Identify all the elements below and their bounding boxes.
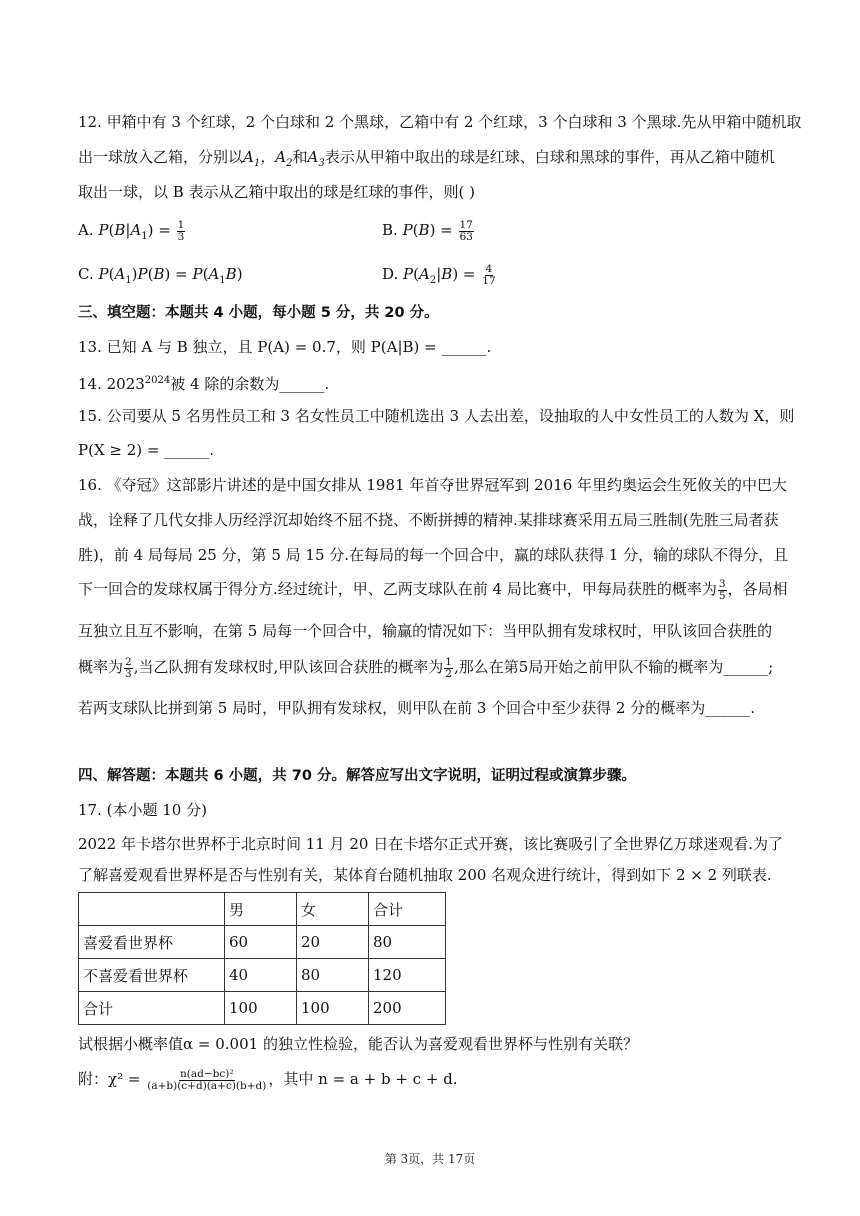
q12-option-c: C. $P(A_1)P(B) = P(A_1B)$ bbox=[78, 265, 243, 286]
table-cell: 合计 bbox=[369, 893, 446, 926]
q12-option-b: B. P(B) = $\frac{17}{63}$ bbox=[382, 218, 473, 243]
q16-line3: 胜)，前 4 局每局 25 分，第 5 局 15 分.在每局的每一个回合中，赢的球队获得 1 分，输的球队不得分，且 bbox=[78, 546, 789, 564]
q17-formula bbox=[78, 1068, 458, 1092]
table-cell: 40 bbox=[225, 959, 297, 992]
q12-line2: 出一球放入乙箱，分别以$A_1$，$A_2$和$A_3$表示从甲箱中取出的球是红球、白球和黑球的事件，再从乙箱中随机 bbox=[78, 148, 775, 169]
q16-line7: 若两支球队比拼到第 5 局时，甲队拥有发球权，则甲队在前 3 个回合中至少获得 2 分的概率为______. bbox=[78, 699, 756, 717]
q16-line6: 概率为 $\frac{2}{3}$ ,当乙队拥有发球权时,甲队该回合获胜的概率为 $\frac{1}{2}$ ,那么在第5局开始之前甲队不输的概率为______; bbox=[78, 655, 774, 680]
q14 bbox=[78, 370, 329, 395]
table-cell: 女 bbox=[297, 893, 369, 926]
q17-line1: 2022 年卡塔尔世界杯于北京时间 11 月 20 日在卡塔尔正式开赛，该比赛吸引了全世界亿万球迷观看.为了 bbox=[78, 835, 783, 853]
q12-event-a3: $A_3$ bbox=[307, 148, 325, 169]
table-cell: 男 bbox=[225, 893, 297, 926]
q16-line2: 战，诠释了几代女排人历经浮沉却始终不屈不挠、不断拼搏的精神.某排球赛采用五局三胜制(先胜三局者获 bbox=[78, 511, 779, 529]
formula-suffix: ，其中 n = a + b + c + d. bbox=[268, 1070, 458, 1088]
q16-line1: 16. 《夺冠》这部影片讲述的是中国女排从 1981 年首夺世界冠军到 2016 年里约奥运会生死攸关的中巴大 bbox=[78, 476, 788, 494]
formula-numerator: n(ad−bc)² bbox=[180, 1067, 234, 1080]
table-row bbox=[79, 893, 446, 926]
option-a-label: A. bbox=[78, 221, 94, 239]
q14-exponent: 2024 bbox=[144, 375, 171, 386]
q12-option-a: A. $P(B|A_1)$ = $\frac{1}{3}$ bbox=[78, 218, 185, 243]
table-cell: 20 bbox=[297, 926, 369, 959]
q17-head: 17. (本小题 10 分) bbox=[78, 801, 207, 819]
table-cell: 合计 bbox=[79, 992, 225, 1025]
option-d-label: D. bbox=[382, 265, 399, 283]
q16-line5: 互独立且互不影响，在第 5 局每一个回合中，输赢的情况如下：当甲队拥有发球权时，甲队该回合获胜的 bbox=[78, 622, 773, 640]
section3-title: 三、填空题：本题共 4 小题，每小题 5 分，共 20 分。 bbox=[78, 305, 439, 321]
table-cell: 100 bbox=[297, 992, 369, 1025]
q16-line4: 下一回合的发球权属于得分方.经过统计，甲、乙两支球队在前 4 局比赛中，甲每局获胜的概率为 $\frac{3}{5}$ ，各局相 bbox=[78, 577, 788, 602]
q16-line6-c: ,那么在第5局开始之前甲队不输的概率为______; bbox=[453, 658, 774, 676]
section4-title: 四、解答题：本题共 6 小题，共 70 分。解答应写出文字说明，证明过程或演算步骤。 bbox=[78, 768, 636, 784]
table-cell: 80 bbox=[297, 959, 369, 992]
q12-option-d: D. $P(A_2|B)$ = $\frac{4}{17}$ bbox=[382, 262, 496, 287]
q15-line2: P(X ≥ 2) = ______. bbox=[78, 441, 214, 459]
formula-denominator: (a+b)(c+d)(a+c)(b+d) bbox=[147, 1079, 267, 1092]
formula-prefix: 附：χ² = bbox=[78, 1070, 141, 1088]
chi-square-fraction bbox=[146, 1069, 267, 1092]
table-row bbox=[79, 926, 446, 959]
q16-line6-b: ,当乙队拥有发球权时,甲队该回合获胜的概率为 bbox=[133, 658, 444, 676]
table-cell: 200 bbox=[369, 992, 446, 1025]
table-cell: 不喜爱看世界杯 bbox=[79, 959, 225, 992]
table-cell: 60 bbox=[225, 926, 297, 959]
q16-line6-a: 概率为 bbox=[78, 658, 124, 676]
page-footer: 第 3页，共 17页 bbox=[384, 1152, 476, 1166]
table-cell bbox=[79, 893, 225, 926]
q12-line1: 12. 甲箱中有 3 个红球，2 个白球和 2 个黑球，乙箱中有 2 个红球，3 个白球和 3 个黑球.先从甲箱中随机取 bbox=[78, 113, 802, 131]
q14-rest: 被 4 除的余数为______. bbox=[170, 375, 330, 393]
option-c-label: C. bbox=[78, 265, 94, 283]
table-row bbox=[79, 992, 446, 1025]
q13: 13. 已知 A 与 B 独立，且 P(A) = 0.7，则 P(A|B) = ______. bbox=[78, 338, 492, 356]
q15-line1: 15. 公司要从 5 名男性员工和 3 名女性员工中随机选出 3 人去出差，设抽取的人中女性员工的人数为 X，则 bbox=[78, 407, 795, 425]
q16-line4-b: ，各局相 bbox=[727, 580, 788, 598]
table-cell: 80 bbox=[369, 926, 446, 959]
q17-line2: 了解喜爱观看世界杯是否与性别有关，某体育台随机抽取 200 名观众进行统计，得到如下 2 × 2 列联表. bbox=[78, 866, 772, 884]
table-cell: 喜爱看世界杯 bbox=[79, 926, 225, 959]
contingency-table bbox=[78, 892, 446, 1025]
table-cell: 120 bbox=[369, 959, 446, 992]
q17-test-line: 试根据小概率值α = 0.001 的独立性检验，能否认为喜爱观看世界杯与性别有关联？ bbox=[78, 1035, 638, 1053]
table-cell: 100 bbox=[225, 992, 297, 1025]
q12-line2-a: 出一球放入乙箱，分别以 bbox=[78, 148, 244, 166]
q16-line4-a: 下一回合的发球权属于得分方.经过统计，甲、乙两支球队在前 4 局比赛中，甲每局获胜的概率为 bbox=[78, 580, 717, 598]
q12-line3: 取出一球，以 B 表示从乙箱中取出的球是红球的事件，则( ) bbox=[78, 183, 476, 201]
q12-line2-b: 表示从甲箱中取出的球是红球、白球和黑球的事件，再从乙箱中随机 bbox=[324, 148, 775, 166]
q14-base: 14. 2023 bbox=[78, 375, 145, 393]
table-row bbox=[79, 959, 446, 992]
option-b-label: B. bbox=[382, 221, 398, 239]
q12-events-symbols: $A_1$，$A_2$ bbox=[243, 148, 293, 169]
